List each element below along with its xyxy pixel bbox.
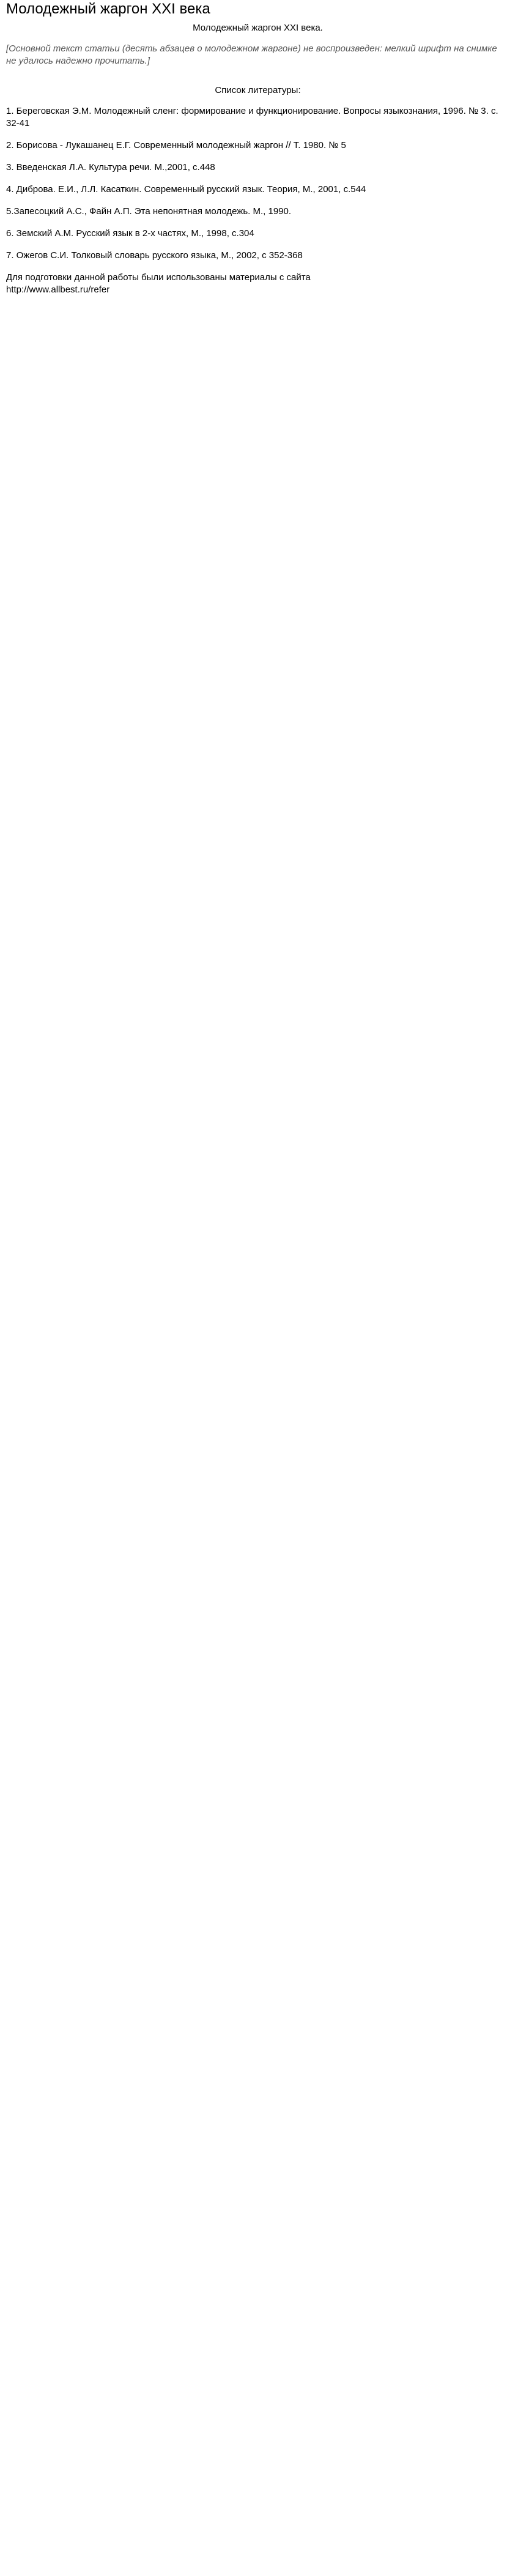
reference-item: 6. Земский А.М. Русский язык в 2-х частях, М., 1998, с.304 — [6, 228, 254, 239]
references-title: Список литературы: — [215, 85, 301, 95]
reference-item: 7. Ожегов С.И. Толковый словарь русского языка, М., 2002, с 352-368 — [6, 250, 303, 261]
article-page — [0, 0, 518, 296]
reference-item: 2. Борисова - Лукашанец Е.Г. Современный молодежный жаргон // Т. 1980. № 5 — [6, 140, 346, 150]
reference-item: 1. Береговская Э.М. Молодежный сленг: формирование и функционирование. Вопросы языкознания, 1996. № 3. с. 32-41 — [6, 106, 498, 128]
reference-item: 5.Запесоцкий А.С., Файн А.П. Эта непонятная молодежь. М., 1990. — [6, 206, 292, 217]
footer-source-link[interactable]: http://www.allbest.ru/refer — [6, 284, 110, 295]
article-subtitle: Молодежный жаргон XXI века. — [193, 23, 323, 33]
reference-item: 3. Введенская Л.А. Культура речи. М.,2001, с.448 — [6, 162, 215, 173]
body-omitted-note: [Основной текст статьи (десять абзацев о молодежном жаргоне) не воспроизведен: мелкий шрифт на снимке не удалось надежно прочитать.] — [6, 43, 497, 66]
footer-source-text: Для подготовки данной работы были использованы материалы с сайта — [6, 272, 311, 283]
page-title: Молодежный жаргон XXI века — [6, 1, 210, 17]
reference-item: 4. Диброва. Е.И., Л.Л. Касаткин. Современный русский язык. Теория, М., 2001, с.544 — [6, 184, 366, 195]
footer — [6, 272, 509, 296]
